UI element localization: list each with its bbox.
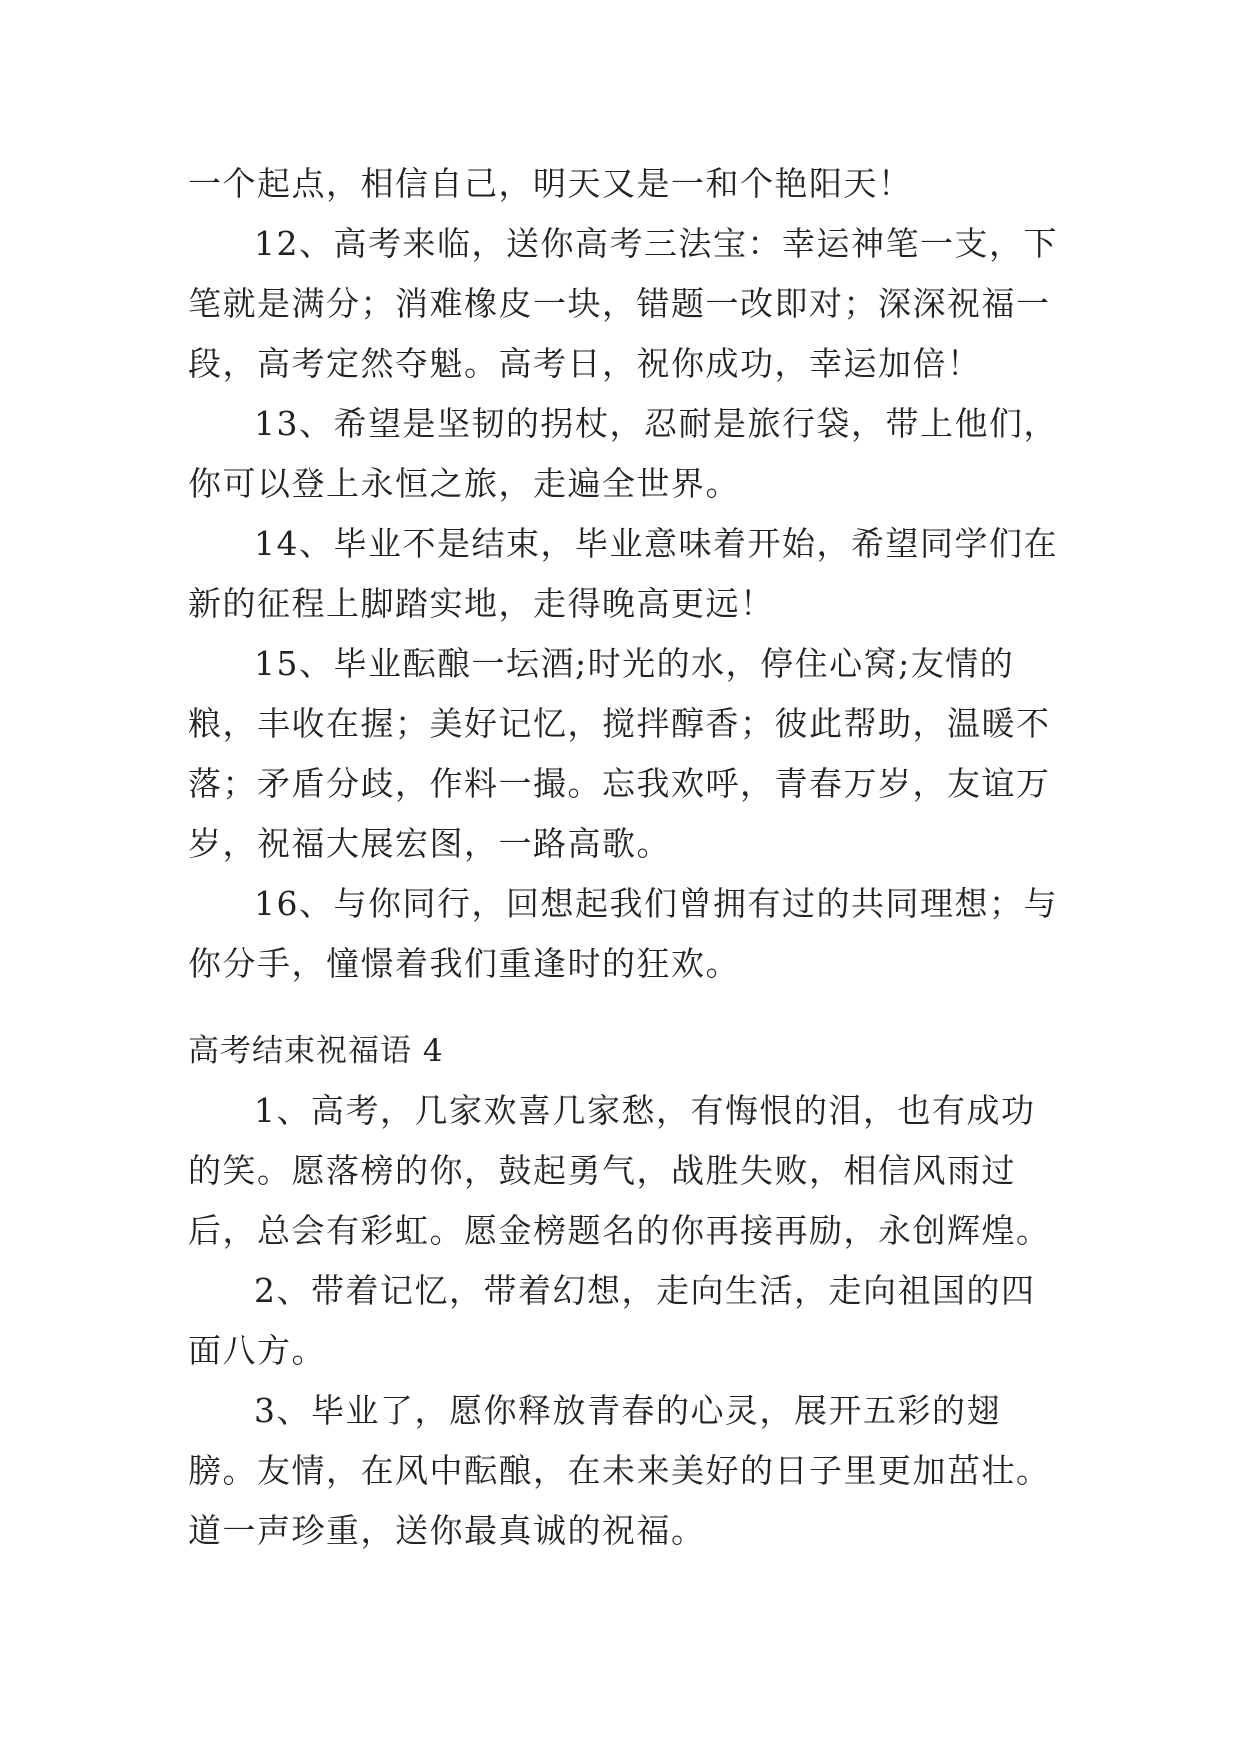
paragraph-item-16: 16、与你同行，回想起我们曾拥有过的共同理想；与你分手，憧憬着我们重逢时的狂欢。 bbox=[188, 884, 1058, 983]
paragraph-item-3: 3、毕业了，愿你释放青春的心灵，展开五彩的翅膀。友情，在风中酝酿，在未来美好的日子里更加茁壮。道一声珍重，送你最真诚的祝福。 bbox=[188, 1391, 1051, 1550]
paragraph-continuation: 一个起点，相信自己，明天又是一和个艳阳天！ bbox=[188, 164, 913, 203]
paragraph-item-14: 14、毕业不是结束，毕业意味着开始，希望同学们在新的征程上脚踏实地，走得晚高更远！ bbox=[188, 524, 1058, 623]
paragraph-item-2: 2、带着记忆，带着幻想，走向生活，走向祖国的四面八方。 bbox=[188, 1271, 1036, 1370]
paragraph-item-13: 13、希望是坚韧的拐杖，忍耐是旅行袋，带上他们，你可以登上永恒之旅，走遍全世界。 bbox=[188, 404, 1058, 503]
top-text-block bbox=[188, 154, 1058, 994]
paragraph-item-15: 15、毕业酝酿一坛酒;时光的水，停住心窝;友情的粮，丰收在握；美好记忆，搅拌醇香；彼此帮助，温暖不落；矛盾分歧，作料一撮。忘我欢呼，青春万岁，友谊万岁，祝福大展宏图，一路高歌。 bbox=[188, 644, 1051, 863]
paragraph-item-1: 1、高考，几家欢喜几家愁，有悔恨的泪，也有成功的笑。愿落榜的你，鼓起勇气，战胜失败，相信风雨过后，总会有彩虹。愿金榜题名的你再接再励，永创辉煌。 bbox=[188, 1091, 1051, 1250]
section-heading: 高考结束祝福语 4 bbox=[188, 1033, 444, 1069]
bottom-text-block bbox=[188, 1081, 1058, 1561]
paragraph-item-12: 12、高考来临，送你高考三法宝：幸运神笔一支，下笔就是满分；消难橡皮一块，错题一改即对；深深祝福一段，高考定然夺魁。高考日，祝你成功，幸运加倍！ bbox=[188, 224, 1058, 383]
